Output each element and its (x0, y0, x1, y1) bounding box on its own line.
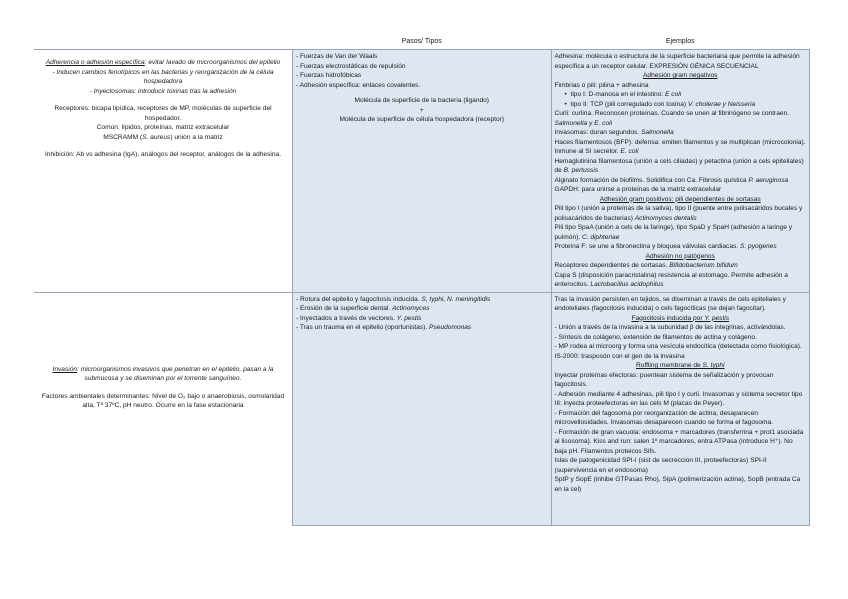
receptores-sortasas-text: Receptores dependientes de sortasas. Bifidobacterium bifidum (554, 262, 738, 269)
invasion-title: Invasión (52, 365, 78, 373)
invasomas-text: Invasomas: duran segundos. Salmonella (554, 129, 674, 136)
molecula-bacteria: Molécula de superficie de la bacteria (ligando) (354, 97, 489, 104)
adherencia-description-cell (34, 50, 293, 293)
content-table (34, 36, 810, 526)
header-row (34, 36, 810, 50)
invasion-intro (37, 365, 289, 384)
pasos-item-4: - Adhesión específica: enlaces covalentes. (296, 81, 421, 89)
invasion-paso-3: - Inyectados a través de vectores. Y. pestis (296, 314, 422, 322)
alginato-text: Alginato formación de biofilms. Solidifica con Ca. Fibrosis quística P. aeruginosa (554, 176, 789, 184)
styphi-line-4: - Formación de gran vacuola: endosoma + marcadores (transferrina + prot1 asociada al lisosoma). Kiss and run: salen 1º marcadores, entra ATPasa (introduce H⁺). No baja pH. Filamentos proteicos Sifs. (554, 428, 804, 455)
curli-text: Curli: curlina. Reconocen proteínas. Cuando se unen al fibrinógeno se contraen. Salmonella y E. coli (554, 110, 790, 127)
header-ejemplos: Ejemplos (665, 38, 695, 46)
invasion-ejemplos-cell (551, 292, 810, 525)
invasion-paso-2: - Erosión de la superficie dental. Actinomyces (296, 305, 430, 312)
ypestis-line-2: - Síntesis de colágeno, extensión de filamentos de actina y colágeno. (554, 333, 757, 341)
gapdh-text: GAPDH: para unirse a proteínas de la matriz extracelular (554, 186, 722, 193)
adhesina-intro: Adhesina: molécula o estructura de la superficie bacteriana que permite la adhesión específica a un receptor celular. EXPRESIÓN GÉNICA SECUENCIAL (554, 53, 800, 70)
adherencia-line-2: - Inyectosomas: introducir toxinas tras la adhesión (89, 87, 237, 95)
pasos-item-2: - Fuerzas electrostáticas de repulsión (296, 62, 406, 70)
styphi-line-5: Islas de patogenicidad SPI-I (sist de secreccion III, proteefectoras) SPI-II (supervivencia en el endosoma) (554, 457, 767, 474)
heading-ruffling-styphi: Ruffling membrane de S. typhi (635, 362, 725, 369)
adherencia-title: Adherencia o adhesión específica (45, 59, 145, 66)
header-pasos-tipos: Pasos/ Tipos (401, 38, 442, 46)
invasion-description-cell (34, 292, 293, 525)
fimbrias-text: Fimbrias o pili: pilina + adhesina (554, 81, 649, 89)
pasos-item-3: - Fuerzas hidrofóbicas (296, 72, 362, 79)
bfp-text: Haces filamentosos (BFP): defensa: emiten filamentos y se multiplican (microcolonia). Inmune al SI secretor. E. coli (554, 138, 806, 155)
adherencia-title-desc: : evitar lavado de microorganismos del epitelio (144, 59, 281, 66)
header-col1 (34, 36, 293, 50)
styphi-line-1: Inyectar proteínas efectoras: puentean sistema de señalización y provocan fagocitosis. (554, 371, 774, 388)
proteina-f-text: Proteína F: se une a fibronectina y bloquea válvulas cardiacas. S. pyogenes (554, 243, 777, 250)
pili2-text: Pili tipo SpaA (unión a cels de la faringe), tipo SpaD y SpaH (adhesión a laringe y pulmón). C. diphteriae (554, 224, 793, 241)
mscramm-text: MSCRAMM (S. aureus) unión a la matriz (103, 133, 223, 141)
receptores-text: Receptores: bicapa lipídica, receptores de MP, moléculas de superficie del hospedador. (54, 105, 272, 122)
row-invasion (34, 292, 810, 525)
ypestis-line-1: - Unión a través de la invasina a la subunidad β de las integrinas, activándolas. (554, 324, 786, 331)
invasion-title-desc: : microorganismos invasivos que penetran en el epitelio, pasan a la submucosa y se diseminan por el torrente sanguíneo. (77, 365, 274, 382)
inhibicion-text: Inhibición: Ab vs adhesina (IgA), análogos del receptor, análogos de la adhesina. (44, 151, 282, 158)
ypestis-line-4: IS-2000: trasposón con el gen de la invasina (554, 352, 685, 360)
adherencia-intro (37, 58, 289, 68)
invasion-paso-1: - Rotura del epitelio y fagocitosis inducida. S, typhi, N. meningitidis (296, 295, 491, 303)
capa-s-text: Capa S (disposición paracristalina) resistencia al estomago. Permite adhesión a enterocitos. Lactobacillus acidophilus (554, 271, 788, 288)
molecula-hospedadora: Molécula de superficie de célula hospedadora (receptor) (339, 116, 505, 123)
heading-gram-positivos: Adhesión gram positivos: pili dependientes de sortasas (599, 195, 761, 203)
invasion-paso-4: - Tras un trauma en el epitelio (oportunistas). Pseudomonas (296, 324, 472, 331)
styphi-line-3: - Formación del fagosoma por reorganización de actina, desaparecen microvellosidades. Invasomas desaparecen cuando se forma el fagosoma. (554, 409, 773, 426)
heading-fagocitosis-ypestis: Fagocitosis inducida por Y. pestis (631, 314, 730, 322)
invasion-pasos-cell (293, 292, 552, 525)
adherencia-pasos-cell (293, 50, 552, 293)
tipo1-text: • tipo I: D-manosa en el intestino: E coli (564, 91, 682, 98)
row-adherencia (34, 50, 810, 293)
invasion-intro-text: Tras la invasión persisten en tejidos, se diseminan a través de cels epiteliales y endoteliales (fagocitosis inducida) o cels fagocíticas (se dejan fagocitar). (554, 295, 786, 312)
tipo2-text: • tipo II: TCP (pili corregulado con toxina) V. cholerae y Neisseria (564, 100, 756, 108)
styphi-line-6: SptP y SopE (inhibe GTPasas Rho), SipA (polimerización actina), SopB (entrada Ca en la cel) (554, 476, 801, 493)
styphi-line-2: - Adhesión mediante 4 adhesinas, pili tipo I y curli. Invasomas y sistema secretor tipo III: inyecta proteefectoras en las cels M (placas de Peyer). (554, 390, 803, 407)
hemaglutinina-text: Hemaglutinina filamentosa (unión a cels ciliadas) y petactina (unión a cels epiteliales) de B. pertussis (554, 157, 804, 174)
heading-no-patogenos: Adhesión no patógenos (645, 252, 715, 260)
pili1-text: Pili tipo I (unión a proteínas de la saliva), tipo II (puente entre polisacáridos bucales y polisacáridos de bacterias) Actinomyces dentalis (554, 205, 803, 222)
pasos-item-1: - Fuerzas de Van der Waals (296, 53, 378, 60)
ypestis-line-3: - MP rodea al microorg y forma una vesícula endocítica (detectada como fisiológica). (554, 343, 802, 350)
adherencia-ejemplos-cell (551, 50, 810, 293)
plus-sign: + (419, 106, 424, 114)
heading-gram-negativos: Adhesión gram negativos (643, 72, 718, 79)
factores-text: Factores ambientales determinantes: Nivel de O₂ bajo o anaerobiosis, osmolaridad alta, Tª 37ºC, pH neutro. Ocurre en la fase estacionaria (41, 392, 285, 409)
comun-text: Común: lípidos, proteínas, matriz extracelular (96, 124, 230, 131)
adherencia-line-1: - Inducen cambios fenotípicos en las bacterias y reorganización de la célula hospedadora (52, 68, 274, 85)
